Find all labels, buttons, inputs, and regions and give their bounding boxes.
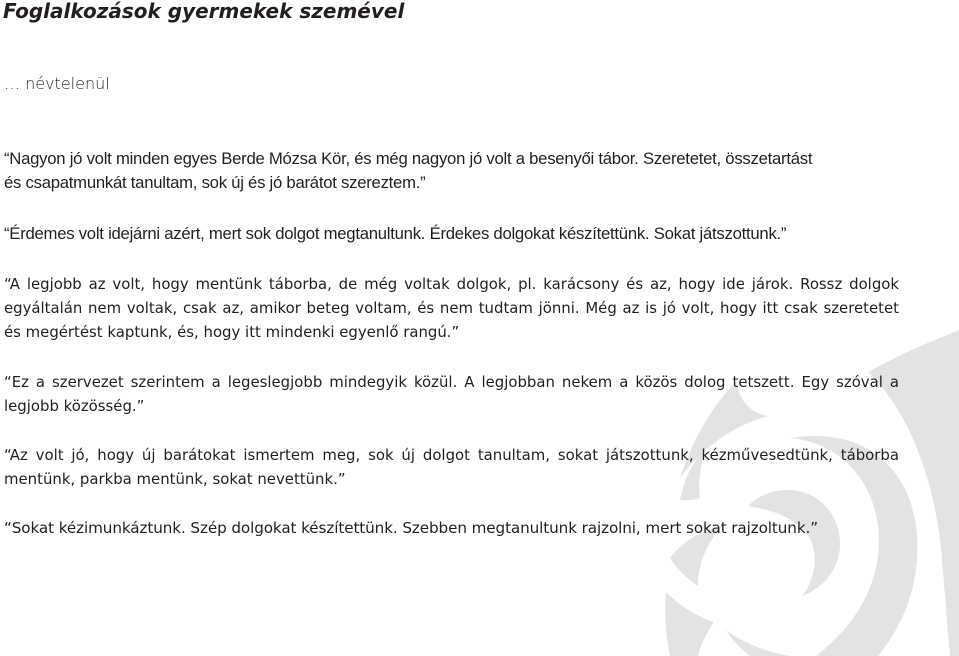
testimonial-5: “Az volt jó, hogy új barátokat ismertem meg, sok új dolgot tanultam, sokat játszottunk, kézművesedtünk, táborba mentünk, parkba mentünk, sokat nevettünk.” (4, 446, 899, 488)
testimonial-1: “Nagyon jó volt minden egyes Berde Mózsa Kör, és még nagyon jó volt a besenyői tábor. Szeretetet, összetartást és csapatmunkát tanultam, sok új és jó barátot szereztem.” (4, 149, 813, 192)
testimonial-3: “A legjobb az volt, hogy mentünk táborba, de még voltak dolgok, pl. karácsony és az, hogy ide járok. Rossz dolgok egyáltalán nem voltak, csak az, amikor beteg voltam, és nem tudtam jönni. Még az is jó volt, hogy itt csak szeretetet és megértést kaptunk, és, hogy itt mindenki egyenlő rangú.” (4, 275, 899, 341)
testimonial-2: “Érdemes volt idejárni azért, mert sok dolgot megtanultunk. Érdekes dolgokat készítettünk. Sokat játszottunk.” (4, 224, 787, 243)
testimonial-4: “Ez a szervezet szerintem a legeslegjobb mindegyik közül. A legjobban nekem a közös dolog tetszett. Egy szóval a legjobb közösség.” (4, 373, 899, 415)
author-line: … névtelenül (4, 74, 110, 93)
page-title: Foglalkozások gyermekek szemével (3, 0, 405, 23)
testimonial-6: “Sokat kézimunkáztunk. Szép dolgokat készítettünk. Szebben megtanultunk rajzolni, mert sokat rajzoltunk.” (4, 519, 819, 537)
